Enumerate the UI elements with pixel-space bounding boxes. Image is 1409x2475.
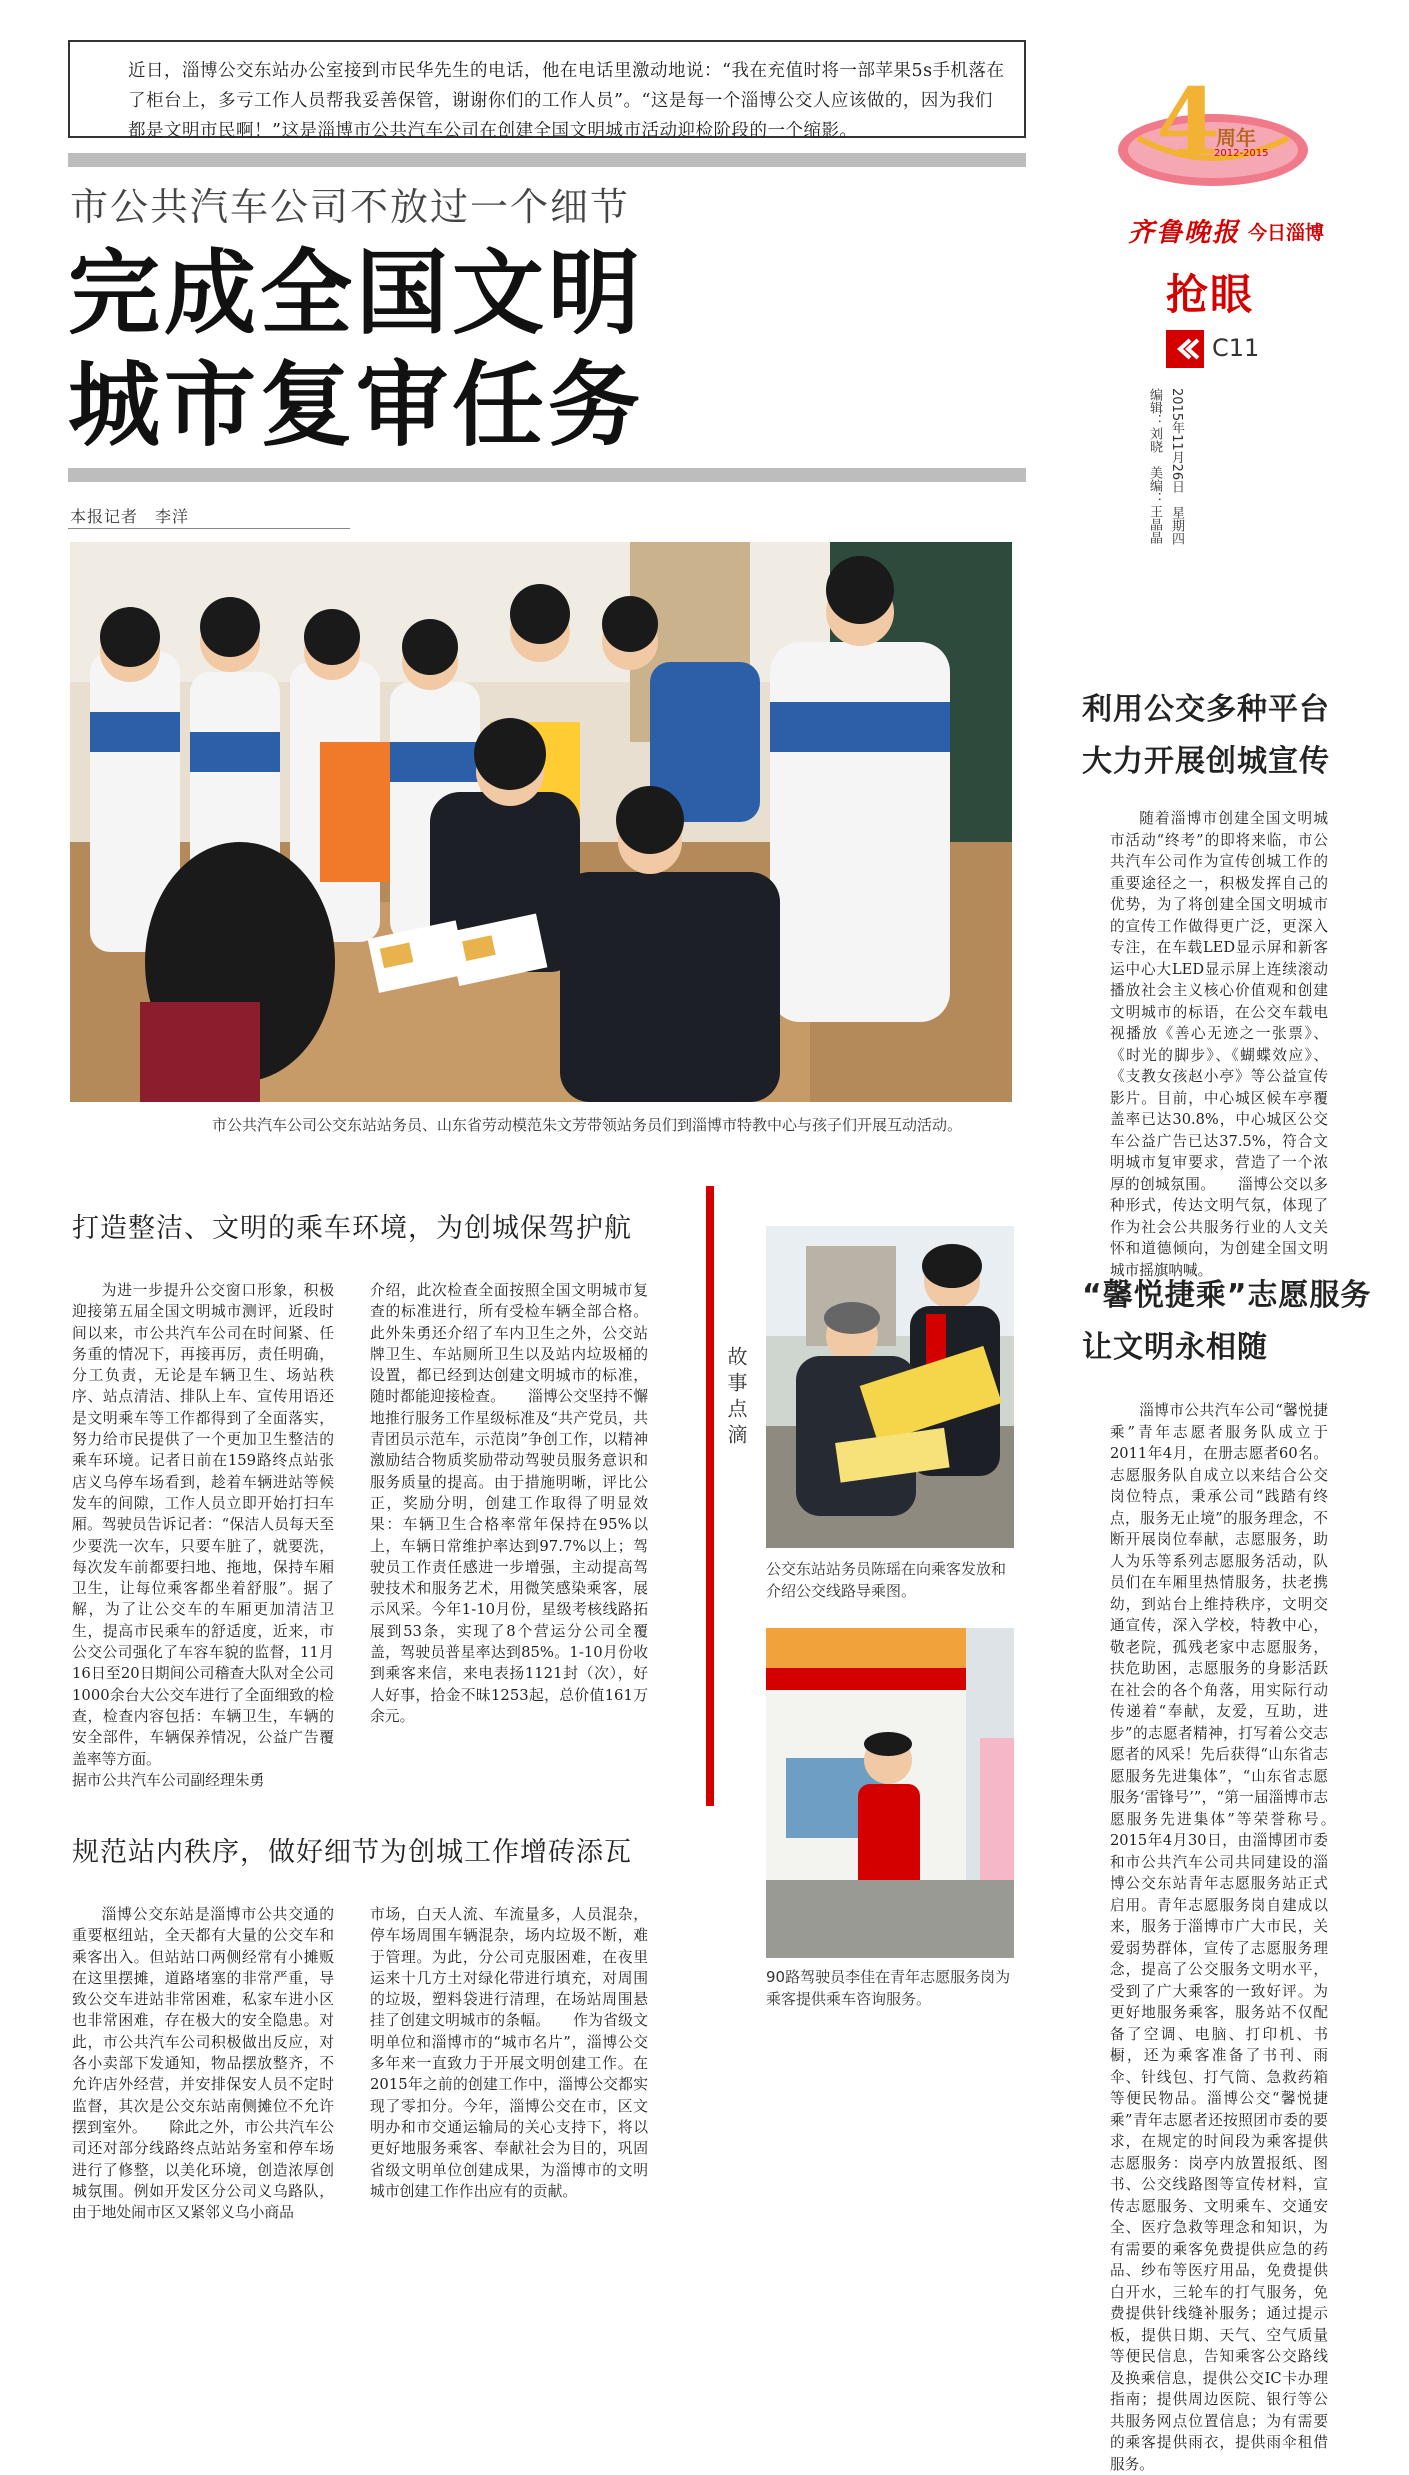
right-title-1 [1082, 684, 1330, 788]
section1-col1 [72, 1280, 334, 1791]
anniversary-badge [1098, 68, 1328, 198]
lead-box [68, 40, 1026, 141]
main-headline [68, 238, 644, 462]
lead-box-corner [68, 40, 126, 98]
page-code: C11 [1212, 334, 1260, 362]
section1-col2: 介绍，此次检查全面按照全国文明城市复查的标准进行，所有受检车辆全部合格。此外朱勇还介绍了车内卫生之外，公交站牌卫生、车站厕所卫生以及站内垃圾桶的设置，都已经到达创建文明城市的标准，随时都能迎接检查。 淄博公交坚持不懈地推行服务工作星级标准及“共产党员，共青团员示范车，示范岗”争创工作，以精神激励结合物质奖励带动驾驶员服务意识和服务质量的提高。由于措施明晰，评比公正，奖励分明，创建工作取得了明显效果：车辆卫生合格率常年保持在95%以上，车辆日常维护率达到97.7%以上；驾驶员工作责任感进一步增强，主动提高驾驶技术和服务艺术，用微笑感染乘客，展示风采。今年1-10月份，星级考核线路拓展到53条，实现了8个营运分公司全覆盖，驾驶员普星率达到85%。1-10月份收到乘客来信，来电表扬1121封（次），好人好事，拾金不昧1253起，总价值161万余元。 [370, 1282, 648, 1725]
story-photo-2 [766, 1628, 1014, 1958]
right-body-2: 淄博市公共汽车公司“馨悦捷乘”青年志愿者服务队成立于2011年4月，在册志愿者60名。志愿服务队自成立以来结合公交岗位特点，秉承公司“践踏有终点，服务无止境”的服务理念，不断开展岗位奉献，志愿服务，助人为乐等系列志愿服务活动，队员们在车厢里热情服务，扶老携幼，到站台上维持秩序，文明交通宣传，深入学校，特教中心，敬老院，孤残老家中志愿服务，扶危助困，志愿服务的身影活跃在社会的各个角落，用实际行动传递着“奉献，友爱，互助，进步”的志愿者精神，打写着公交志愿者的风采！先后获得“山东省志愿服务先进集体”，“山东省志愿服务‘雷锋号’”，“第一届淄博市志愿服务先进集体”等荣誉称号。 2015年4月30日，由淄博团市委和市公共汽车公司共同建设的淄博公交东站青年志愿服务站正式启用。青年志愿服务岗自建成以来，服务于淄博市广大市民，关爱弱势群体，宣传了志愿服务理念，提高了公交服务文明水平，受到了广大乘客的一致好评。为更好地服务乘客，服务站不仅配备了空调、电脑、打印机、书橱，还为乘客准备了书刊、雨伞、针线包、打气筒、急救药箱等便民物品。淄博公交“馨悦捷乘”青年志愿者还按照团市委的要求，在规定的时间段为乘客提供志愿服务：岗亭内放置报纸、图书、公交线路图等宣传材料，宣传志愿服务、文明乘车、交通安全、医疗急救等理念和知识，为有需要的乘客免费提供应急的药品、纱布等医疗用品，免费提供白开水，三轮车的打气服务，免费提供针线缝补服务；通过提示板，提供日期、天气、空气质量等便民信息，告知乘客公交路线及换乘信息，提供公交IC卡办理指南；提供周边医院、银行等公共服务网点位置信息；为有需要的乘客提供雨衣，提供雨伞租借服务。 [1110, 1402, 1358, 2473]
section1-col1-text: 为进一步提升公交窗口形象，积极迎接第五届全国文明城市测评，近段时间以来，市公共汽车公司在时间紧、任务重的情况下，再接再厉，责任明确，分工负责，无论是车辆卫生、场站秩序、站点清洁、排队上车、宣传用语还是文明乘车等工作都得到了全面落实，努力给市民提供了一个更加卫生整洁的乘车环境。记者日前在159路终点站张店义乌停车场看到，趁着车辆进站等候发车的间隙，工作人员立即开始打扫车厢。驾驶员告诉记者：“保洁人员每天至少要洗一次车，只要车脏了，就要洗，每次发车前都要扫地、拖地，保持车厢卫生，让每位乘客都坐着舒服”。据了解，为了让公交车的车厢更加清洁卫生，提高市民乘车的舒适度，近来，市公交公司强化了车容车貌的监督，11月16日至20日期间公司稽查大队对全公司1000余台大公交车进行了全面细致的检查，检查内容包括：车辆卫生，车辆的安全部件，车辆保养情况，公益广告覆盖率等方面。 [72, 1282, 334, 1768]
section2-col1: 淄博公交东站是淄博市公共交通的重要枢纽站，全天都有大量的公交车和乘客出入。但站站口两侧经常有小摊贩在这里摆摊，道路堵塞的非常严重，导致公交车进站非常困难，私家车进小区也非常困难，存在极大的安全隐患。对此，市公共汽车公司积极做出反应，对各小卖部下发通知，物品摆放整齐，不允许店外经营，并安排保安人员不定时监督，其次是公交东站南侧摊位不允许摆到室外。 除此之外，市公共汽车公司还对部分线路终点站站务室和停车场进行了修整，以美化环境，创造浓厚创城氛围。例如开发区分公司义乌路队，由于地处闹市区又紧邻义乌小商品 [72, 1906, 334, 2222]
edition-name: 今日淄博 [1248, 222, 1325, 244]
right-body-1: 随着淄博市创建全国文明城市活动“终考”的即将来临，市公共汽车公司作为宣传创城工作的重要途径之一，积极发挥自己的优势，为了将创建全国文明城市的宣传工作做得更广泛，更深入专注，在车载LED显示屏和新客运中心大LED显示屏上连续滚动播放社会主义核心价值观和创建文明城市的标语，在公交车载电视播放《善心无迹之一张票》、《时光的脚步》、《蝴蝶效应》、《支教女孩赵小亭》等公益宣传影片。目前，中心城区候车亭覆盖率已达30.8%，中心城区公交车公益广告已达37.5%，符合文明城市复审要求，营造了一个浓厚的创城氛围。 淄博公交以多种形式，传达文明气氛，体现了作为社会公共服务行业的人文关怀和道德倾向，为创建全国文明城市摇旗呐喊。 [1110, 810, 1328, 1279]
mid-gray-rule [68, 468, 1026, 482]
paper-name: 齐鲁晚报 [1128, 218, 1241, 248]
headline-line-2: 城市复审任务 [68, 352, 645, 459]
section2-col2: 市场，白天人流、车流量多，人员混杂，停车场周围车辆混杂，场内垃圾不断，难于管理。为此，分公司克服困难，在夜里运来十几方土对绿化带进行填充，对周围的垃圾，塑料袋进行清理，在场站周围悬挂了创建文明城市的条幅。 作为省级文明单位和淄博市的“城市名片”，淄博公交多年来一直致力于开展文明创建工作。在2015年之前的创建工作中，淄博公交都实现了零扣分。今年，淄博公交在市，区文明办和市交通运输局的关心支持下，将以更好地服务乘客、奉献社会为目的，巩固省级文明单位创建成果，为淄博市的文明城市创建工作作出应有的贡献。 [370, 1906, 648, 2200]
story-photo-1 [766, 1226, 1014, 1548]
anniversary-number: 4 [1156, 68, 1221, 176]
top-gray-rule [68, 153, 1026, 167]
editors-line: 编辑：刘晓 美编：王晶晶 [1147, 388, 1162, 544]
byline: 本报记者 李洋 [70, 507, 190, 526]
main-photo-caption: 市公共汽车公司公交东站站务员、山东省劳动模范朱文芳带领站务员们到淄博市特教中心与孩子们开展互动活动。 [212, 1116, 963, 1134]
kicker-title: 市公共汽车公司不放过一个细节 [70, 185, 631, 229]
date-line: 2015年11月26日 星期四 [1169, 388, 1184, 546]
right-title-2-line1: “馨悦捷乘”志愿服务 [1082, 1278, 1372, 1313]
story-label: 故事点滴 [724, 1346, 748, 1450]
right-title-1-line2: 大力开展创城宣传 [1082, 744, 1330, 779]
anniversary-label: 周年 [1216, 126, 1256, 150]
section1-col1-end: 据市公共汽车公司副经理朱勇 [72, 1771, 265, 1789]
lead-text: 近日，淄博公交东站办公室接到市民华先生的电话，他在电话里激动地说：“我在充值时将一部苹果5s手机落在了柜台上，多亏工作人员帮我妥善保管，谢谢你们的工作人员”。“这是每一个淄博公交人应该做的，因为我们都是文明市民啊！”这是淄博市公共汽车公司在创建全国文明城市活动迎检阶段的一个缩影。 [128, 61, 1005, 141]
page-marker-icon [1166, 330, 1204, 368]
anniversary-years: 2012-2015 [1214, 148, 1269, 159]
story-red-bar [706, 1186, 714, 1806]
section-name: 抢眼 [1166, 270, 1255, 319]
right-title-2-line2: 让文明永相随 [1082, 1330, 1268, 1365]
section1-title: 打造整洁、文明的乘车环境，为创城保驾护航 [72, 1213, 632, 1244]
story-photo-2-caption: 90路驾驶员李佳在青年志愿服务岗为乘客提供乘车咨询服务。 [766, 1968, 1011, 2008]
byline-rule [68, 528, 350, 529]
story-photo-1-caption: 公交东站站务员陈瑶在向乘客发放和介绍公交线路导乘图。 [766, 1560, 1007, 1600]
right-title-1-line1: 利用公交多种平台 [1082, 692, 1330, 727]
section2-title: 规范站内秩序，做好细节为创城工作增砖添瓦 [72, 1837, 632, 1868]
headline-line-1: 完成全国文明 [68, 240, 645, 347]
main-photo [70, 542, 1012, 1102]
right-title-2 [1082, 1270, 1371, 1374]
